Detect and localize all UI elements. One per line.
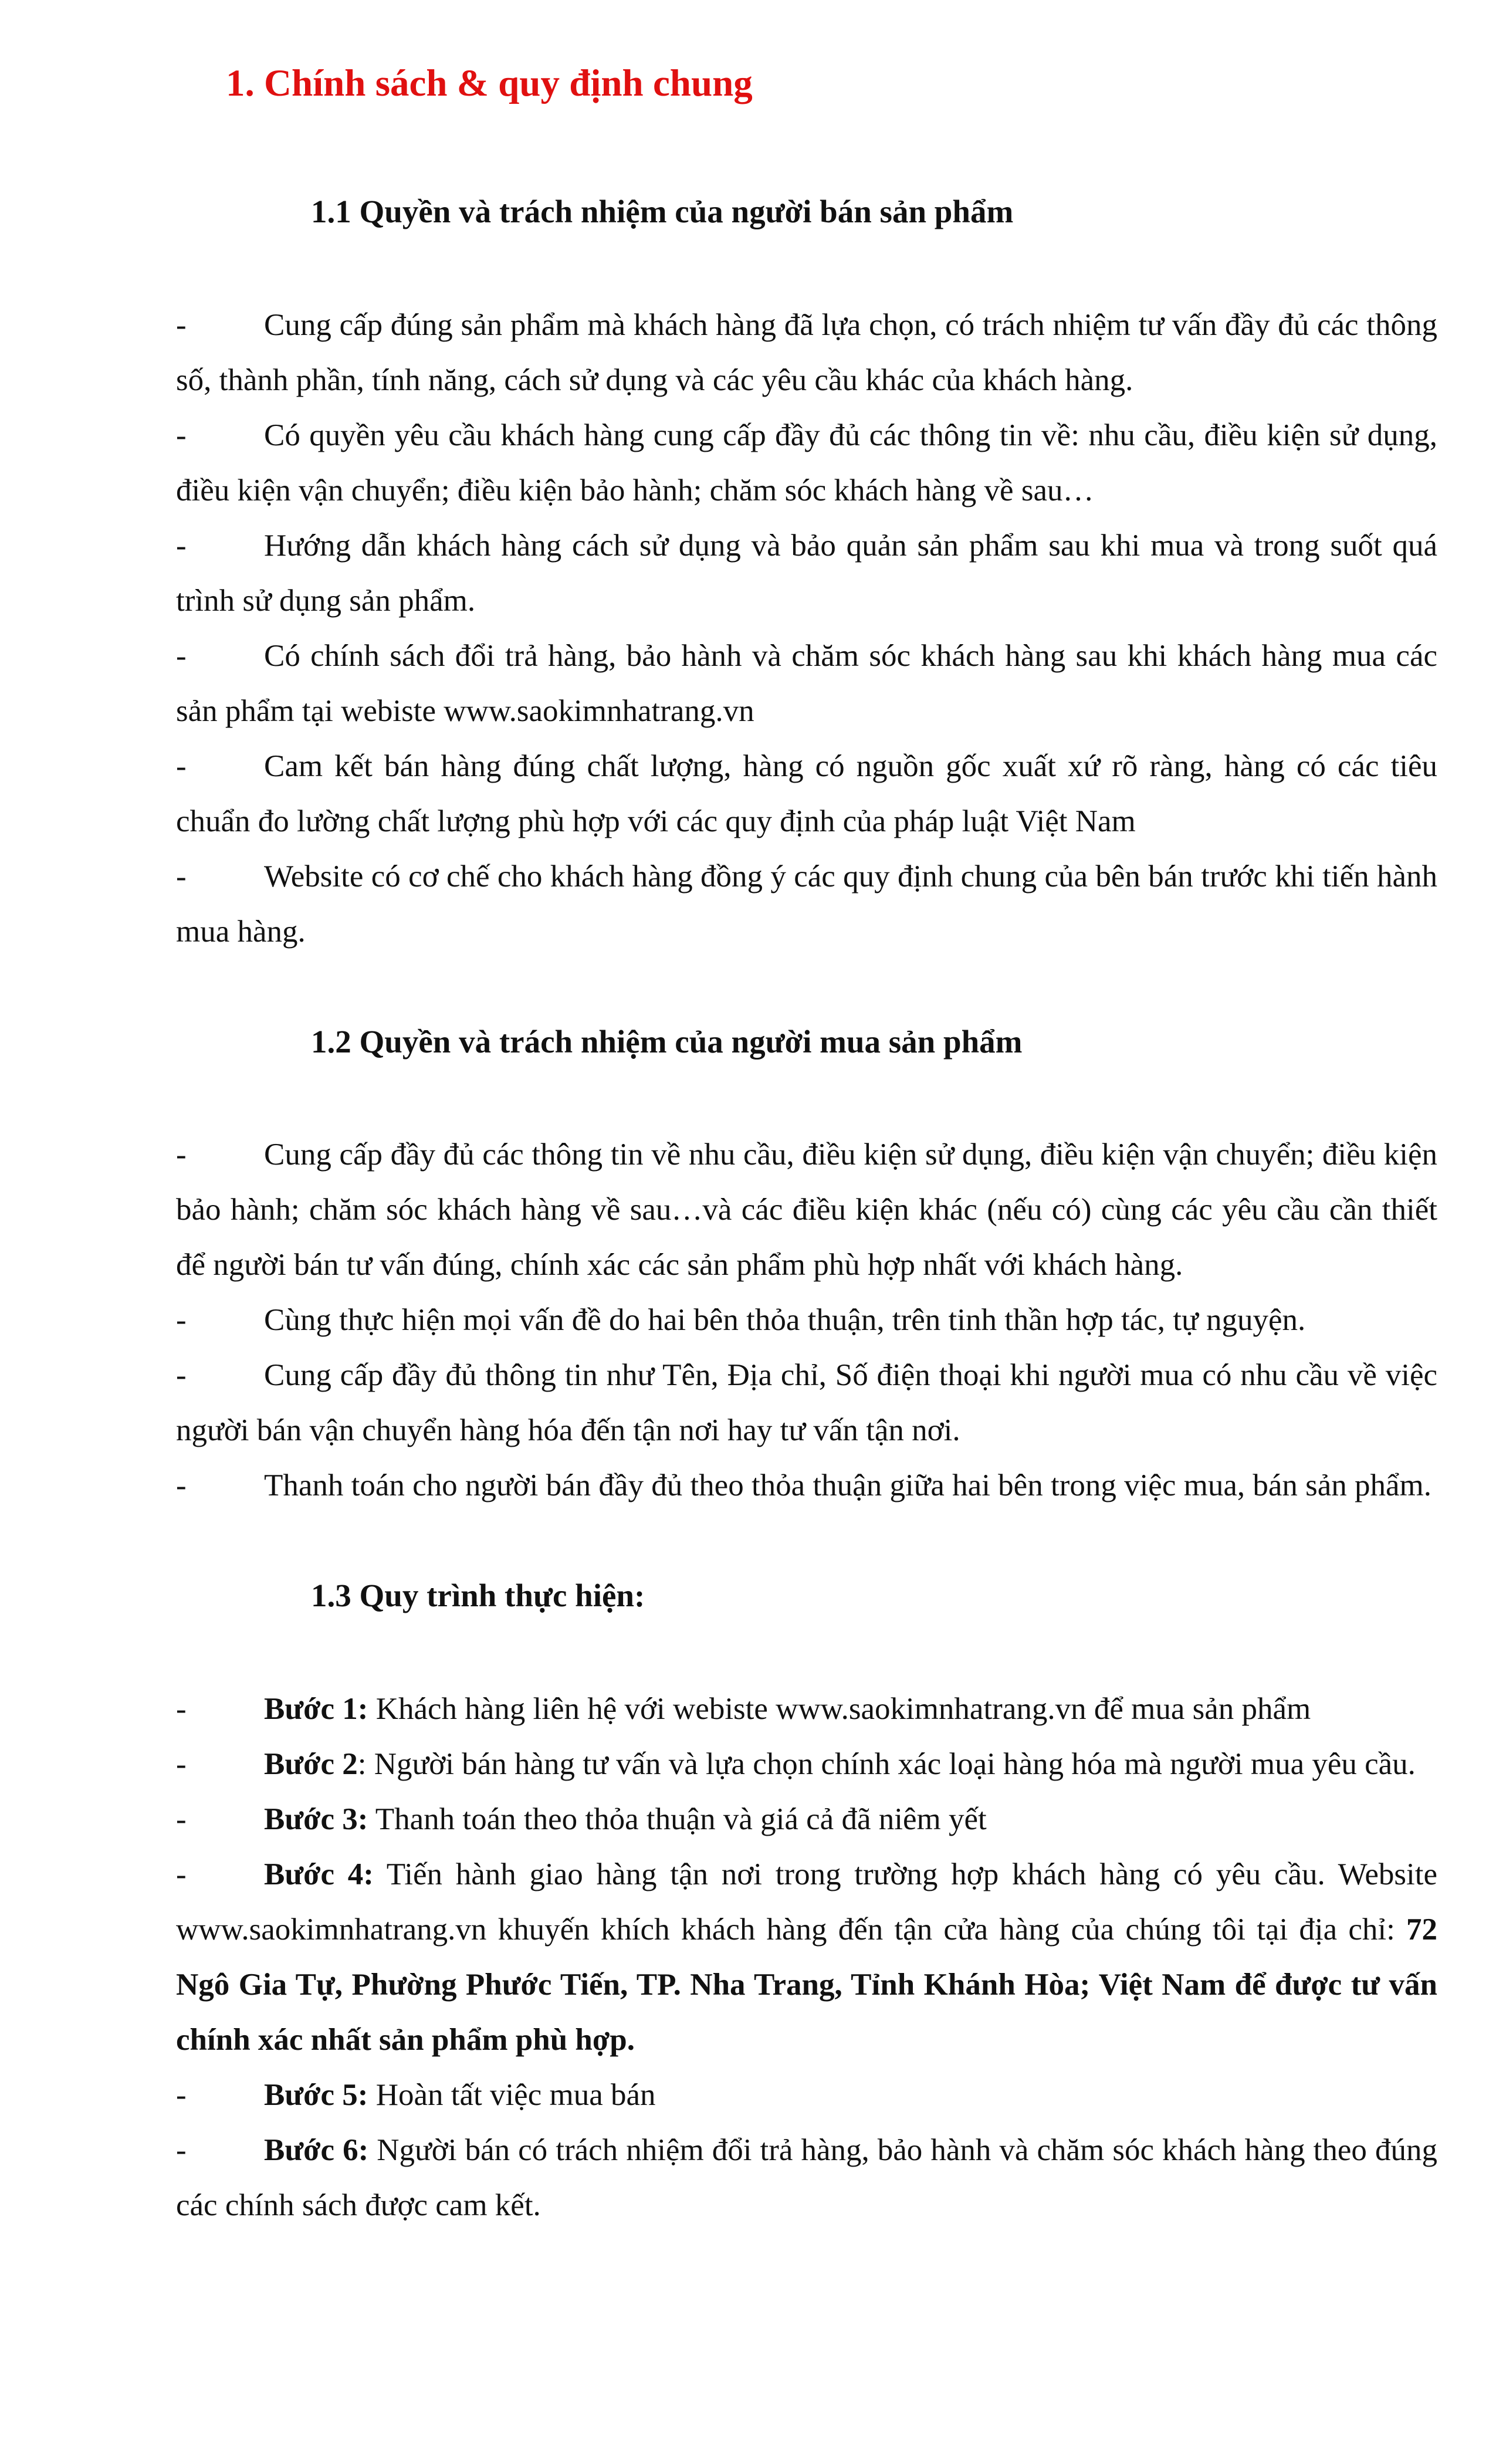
list-item	[176, 739, 1437, 849]
bullet-dash: -	[176, 1138, 187, 1172]
step-text: Thanh toán theo thỏa thuận và giá cả đã niêm yết	[368, 1802, 987, 1836]
bullet-dash: -	[176, 2133, 187, 2167]
list-item	[176, 1292, 1437, 1348]
step-label: Bước 4:	[264, 1857, 374, 1891]
section-heading-1-1: 1.1 Quyền và trách nhiệm của người bán sản phẩm	[311, 194, 1014, 229]
list-item-text: Cung cấp đầy đủ thông tin như Tên, Địa chỉ, Số điện thoại khi người mua có nhu cầu về việc người bán vận chuyển hàng hóa đến tận nơi hay tư vấn tận nơi.	[176, 1358, 1437, 1447]
list-item	[176, 1127, 1437, 1292]
seller-responsibilities-list	[176, 297, 1437, 959]
bullet-dash: -	[176, 1358, 187, 1392]
process-steps-list	[176, 1681, 1437, 2233]
bullet-dash: -	[176, 2077, 187, 2112]
step-text: : Người bán hàng tư vấn và lựa chọn chính xác loại hàng hóa mà người mua yêu cầu.	[357, 1747, 1416, 1781]
list-item	[176, 628, 1437, 739]
list-item-text: Website có cơ chế cho khách hàng đồng ý các quy định chung của bên bán trước khi tiến hành mua hàng.	[176, 859, 1437, 949]
bullet-dash: -	[176, 638, 187, 673]
bullet-dash: -	[176, 1857, 187, 1891]
step-text: Hoàn tất việc mua bán	[368, 2077, 656, 2112]
list-item-text: Thanh toán cho người bán đầy đủ theo thỏa thuận giữa hai bên trong việc mua, bán sản phẩm.	[264, 1468, 1432, 1502]
section-heading-1-2: 1.2 Quyền và trách nhiệm của người mua sản phẩm	[311, 1023, 1023, 1060]
store-address: 72 Ngô Gia Tự, Phường Phước Tiến, TP. Nha Trang, Tỉnh Khánh Hòa; Việt Nam để được tư vấn chính xác nhất sản phẩm phù hợp.	[176, 1912, 1437, 2057]
list-item	[176, 408, 1437, 518]
list-item	[176, 518, 1437, 628]
list-item	[176, 1458, 1437, 1513]
list-item-text: Cung cấp đúng sản phẩm mà khách hàng đã lựa chọn, có trách nhiệm tư vấn đầy đủ các thông số, thành phần, tính năng, cách sử dụng và các yêu cầu khác của khách hàng.	[176, 307, 1437, 397]
list-item-text: Có chính sách đổi trả hàng, bảo hành và chăm sóc khách hàng sau khi khách hàng mua các sản phẩm tại webiste www.saokimnhatrang.vn	[176, 638, 1437, 728]
list-item	[176, 297, 1437, 408]
bullet-dash: -	[176, 1468, 187, 1502]
step-text: Người bán có trách nhiệm đổi trả hàng, bảo hành và chăm sóc khách hàng theo đúng các chính sách được cam kết.	[176, 2133, 1437, 2222]
process-step	[176, 1681, 1437, 1737]
list-item	[176, 1348, 1437, 1458]
bullet-dash: -	[176, 1691, 187, 1726]
bullet-dash: -	[176, 1802, 187, 1836]
process-step	[176, 1847, 1437, 2067]
section-heading-1-3: 1.3 Quy trình thực hiện:	[311, 1578, 645, 1613]
list-item-text: Cùng thực hiện mọi vấn đề do hai bên thỏa thuận, trên tinh thần hợp tác, tự nguyện.	[264, 1303, 1306, 1337]
list-item-text: Có quyền yêu cầu khách hàng cung cấp đầy đủ các thông tin về: nhu cầu, điều kiện sử dụng, điều kiện vận chuyển; điều kiện bảo hành; chăm sóc khách hàng về sau…	[176, 418, 1437, 507]
process-step	[176, 1792, 1437, 1847]
list-item-text: Cung cấp đầy đủ các thông tin về nhu cầu, điều kiện sử dụng, điều kiện vận chuyển; điều kiện bảo hành; chăm sóc khách hàng về sau…và các điều kiện khác (nếu có) cùng các yêu cầu cần thiết để người bán tư vấn đúng, chính xác các sản phẩm phù hợp nhất với khách hàng.	[176, 1138, 1437, 1282]
step-text: Tiến hành giao hàng tận nơi trong trường hợp khách hàng có yêu cầu. Website www.saokimnhatrang.vn khuyến khích khách hàng đến tận cửa hàng của chúng tôi tại địa chỉ:	[176, 1857, 1437, 1947]
step-label: Bước 1:	[264, 1691, 368, 1726]
process-step	[176, 1737, 1437, 1792]
document-title: 1. Chính sách & quy định chung	[226, 62, 753, 104]
step-label: Bước 3:	[264, 1802, 368, 1836]
step-label: Bước 6:	[264, 2133, 369, 2167]
bullet-dash: -	[176, 1747, 187, 1781]
bullet-dash: -	[176, 859, 187, 893]
list-item-text: Cam kết bán hàng đúng chất lượng, hàng có nguồn gốc xuất xứ rõ ràng, hàng có các tiêu chuẩn đo lường chất lượng phù hợp với các quy định của pháp luật Việt Nam	[176, 749, 1437, 838]
process-step	[176, 2123, 1437, 2233]
step-label: Bước 2	[264, 1747, 358, 1781]
process-step	[176, 2067, 1437, 2123]
step-text: Khách hàng liên hệ với webiste www.saokimnhatrang.vn để mua sản phẩm	[368, 1691, 1311, 1726]
buyer-responsibilities-list	[176, 1127, 1437, 1513]
document-page	[176, 59, 1437, 2233]
bullet-dash: -	[176, 749, 187, 783]
list-item-text: Hướng dẫn khách hàng cách sử dụng và bảo quản sản phẩm sau khi mua và trong suốt quá trình sử dụng sản phẩm.	[176, 528, 1437, 618]
bullet-dash: -	[176, 418, 187, 452]
list-item	[176, 849, 1437, 959]
step-label: Bước 5:	[264, 2077, 368, 2112]
bullet-dash: -	[176, 1303, 187, 1337]
bullet-dash: -	[176, 307, 187, 342]
bullet-dash: -	[176, 528, 187, 563]
